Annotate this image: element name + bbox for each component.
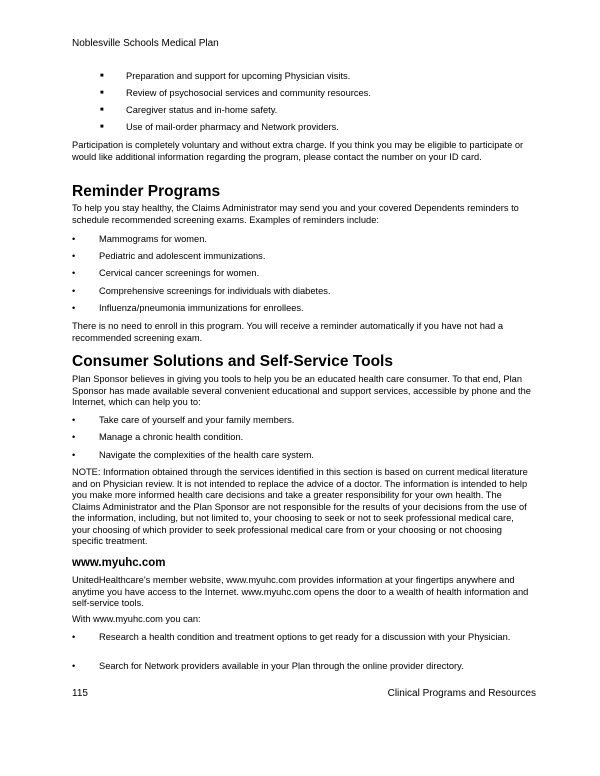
page-number: 115: [72, 688, 88, 699]
consumer-heading: Consumer Solutions and Self-Service Tools: [72, 353, 393, 370]
myuhc-intro: UnitedHealthcare's member website, www.myuhc.com provides information at your fingertips anywhere and anytime you have access to the Internet. www.myuhc.com opens the door to a wealth of health information and self-service tools.: [72, 575, 529, 608]
bullet-dot-icon: •: [72, 234, 76, 244]
bullet-dot-icon: •: [72, 251, 76, 261]
list-item: Cervical cancer screenings for women.: [99, 268, 260, 278]
bullet-dot-icon: •: [72, 661, 76, 671]
myuhc-heading: www.myuhc.com: [72, 557, 166, 569]
participation-paragraph: Participation is completely voluntary and without extra charge. If you think you may be eligible to participate or would like additional information regarding the program, please contact the number on your ID card.: [72, 140, 524, 162]
list-item: Search for Network providers available in your Plan through the online provider directory.: [99, 661, 464, 671]
bullet-dot-icon: •: [72, 286, 76, 296]
reminder-outro: There is no need to enroll in this program. You will receive a reminder automatically if you have not had a recommended screening exam.: [72, 321, 503, 343]
bullet-dot-icon: •: [72, 303, 76, 313]
list-item: Research a health condition and treatment options to get ready for a discussion with your Physician.: [99, 632, 511, 642]
bullet-dot-icon: •: [72, 415, 76, 425]
footer-section-title: Clinical Programs and Resources: [387, 688, 536, 699]
list-item: Comprehensive screenings for individuals with diabetes.: [99, 286, 331, 296]
bullet-dot-icon: •: [72, 450, 76, 460]
list-item: Manage a chronic health condition.: [99, 432, 244, 442]
list-item: Preparation and support for upcoming Physician visits.: [126, 71, 351, 81]
list-item: Influenza/pneumonia immunizations for enrollees.: [99, 303, 304, 313]
list-item: Caregiver status and in-home safety.: [126, 105, 278, 115]
bullet-dot-icon: •: [72, 268, 76, 278]
page-header: Noblesville Schools Medical Plan: [72, 38, 219, 49]
consumer-note: NOTE: Information obtained through the services identified in this section is based on current medical literature and on Physician review. It is not intended to replace the advice of a doctor. The information is intended to help you make more informed health care decisions and take a greater responsibility for your own health. The Claims Administrator and the Plan Sponsor are not responsible for the results of your decisions from the use of the information, including, but not limited to, your choosing to seek or not to seek professional medical care, your choosing of which provider to seek professional medical care from or your choosing or not choosing specific treatment.: [72, 467, 528, 546]
square-bullet-icon: ■: [100, 90, 104, 96]
bullet-dot-icon: •: [72, 632, 76, 642]
reminder-intro: To help you stay healthy, the Claims Administrator may send you and your covered Dependents reminders to schedule recommended screening exams. Examples of reminders include:: [72, 203, 519, 225]
list-item: Pediatric and adolescent immunizations.: [99, 251, 266, 261]
reminder-heading: Reminder Programs: [72, 183, 221, 200]
myuhc-can: With www.myuhc.com you can:: [72, 614, 201, 624]
list-item: Navigate the complexities of the health care system.: [99, 450, 314, 460]
list-item: Mammograms for women.: [99, 234, 207, 244]
list-item: Use of mail-order pharmacy and Network providers.: [126, 122, 339, 132]
bullet-dot-icon: •: [72, 432, 76, 442]
list-item: Take care of yourself and your family members.: [99, 415, 295, 425]
square-bullet-icon: ■: [100, 73, 104, 79]
square-bullet-icon: ■: [100, 124, 104, 130]
consumer-intro: Plan Sponsor believes in giving you tools to help you be an educated health care consumer. To that end, Plan Sponsor has made available several convenient educational and support services, accessible by phone and the Internet, which can help you to:: [72, 374, 531, 407]
square-bullet-icon: ■: [100, 107, 104, 113]
list-item: Review of psychosocial services and community resources.: [126, 88, 371, 98]
